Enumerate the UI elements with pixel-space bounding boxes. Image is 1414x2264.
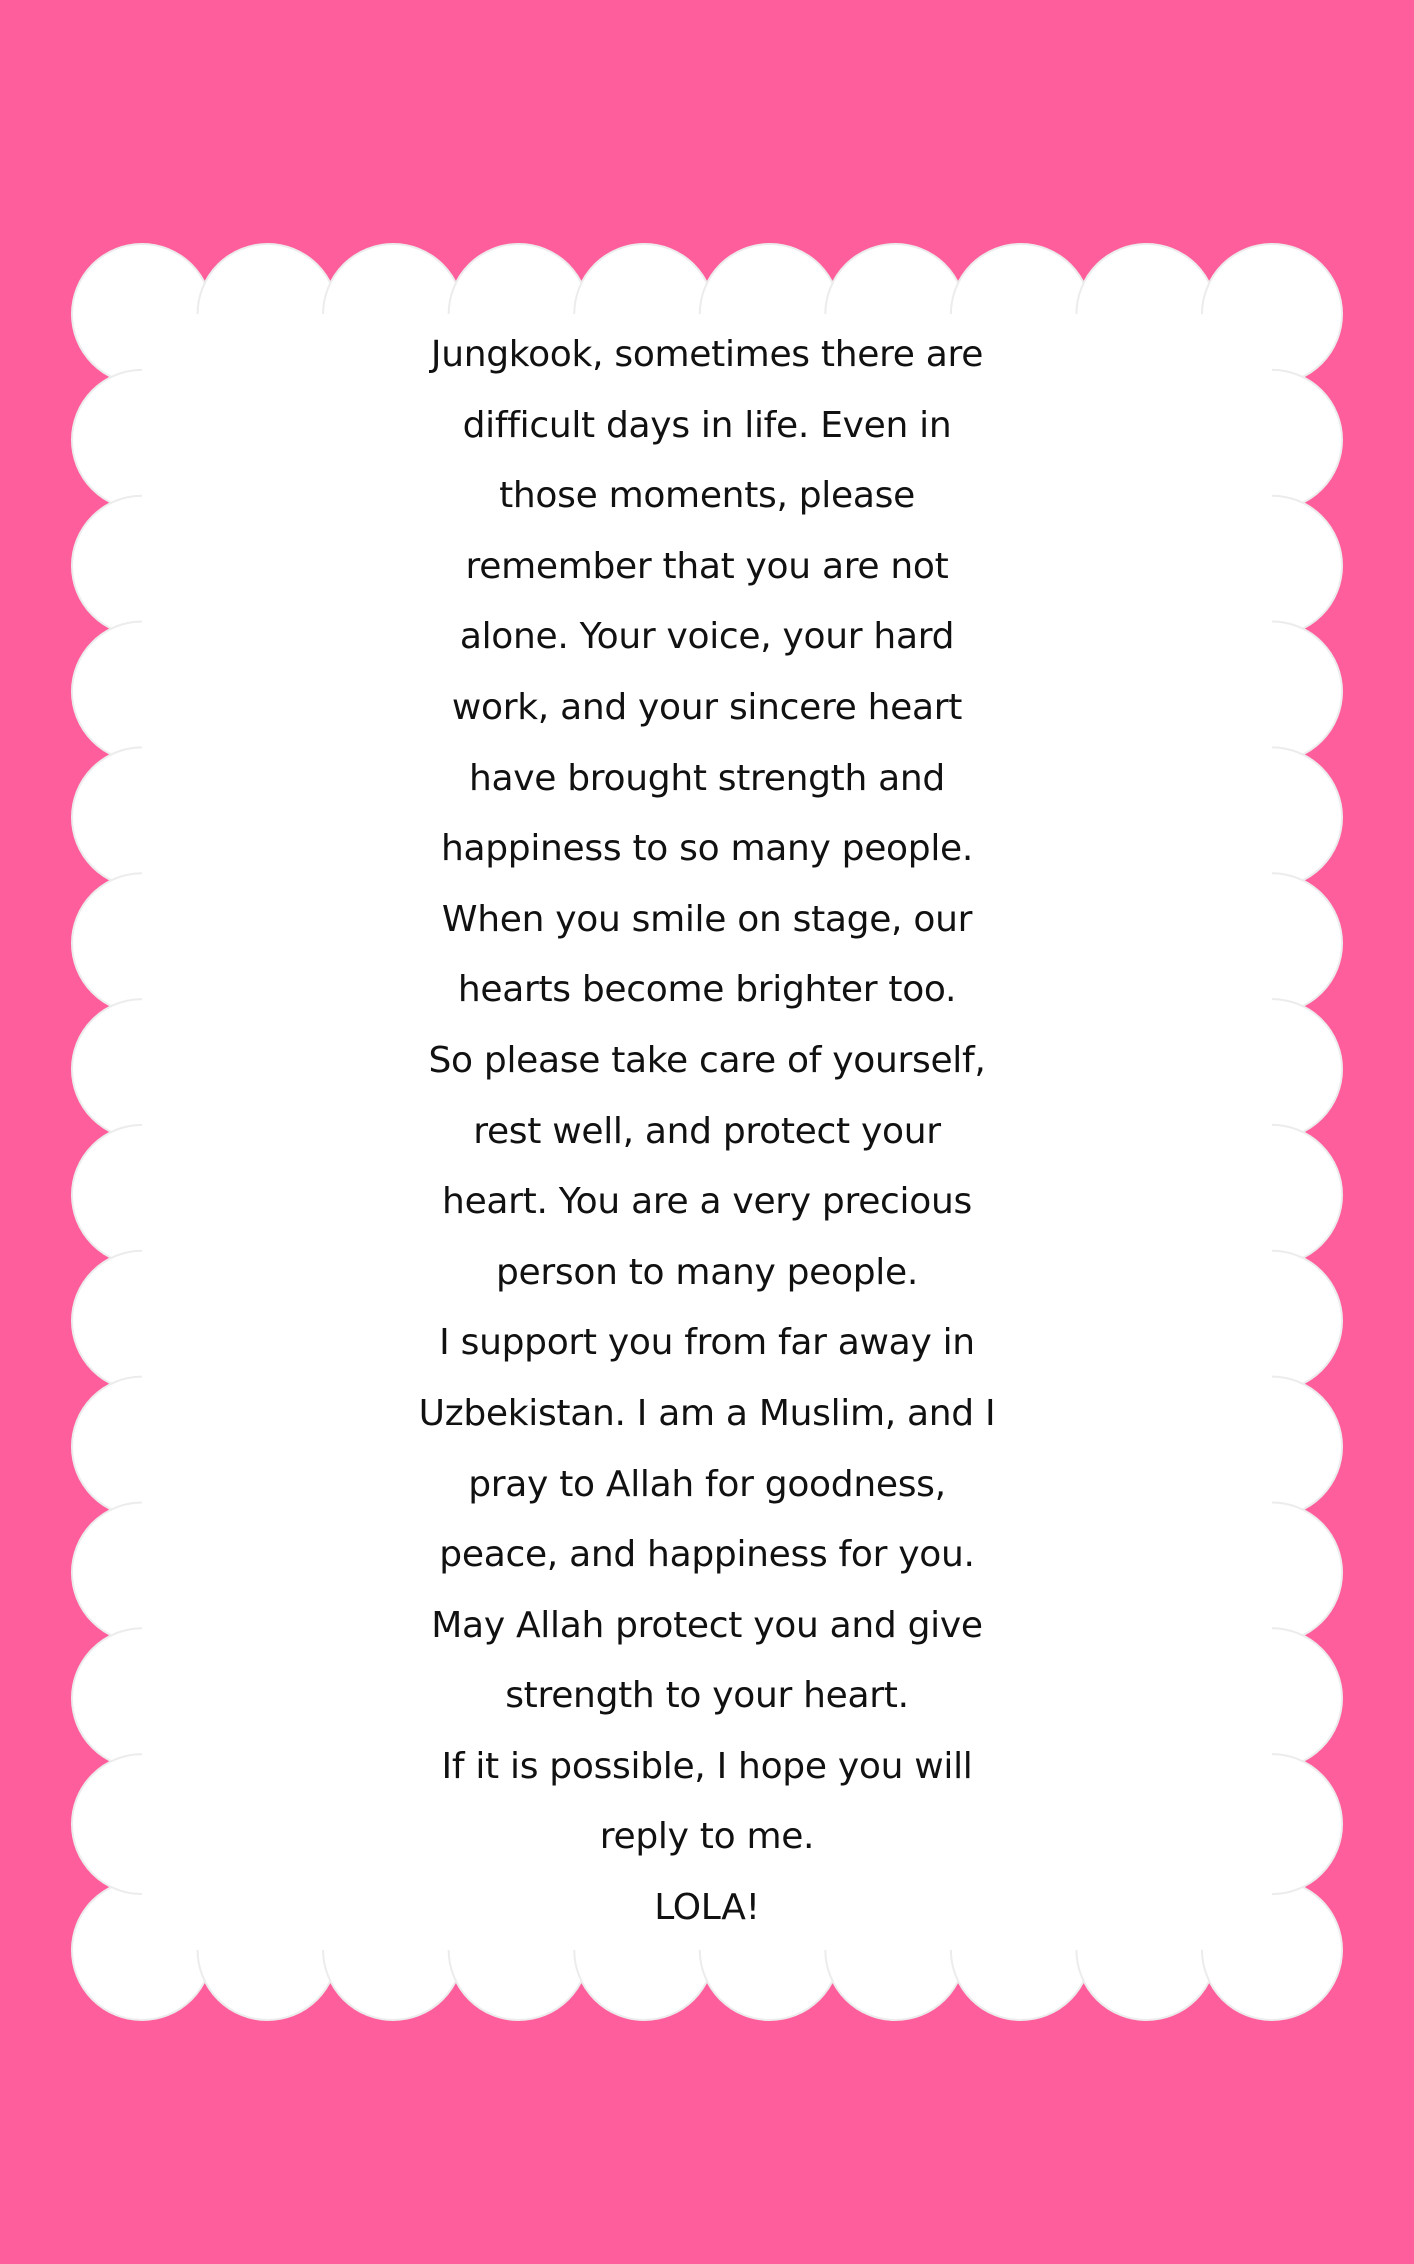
letter-text [380,320,1034,1944]
letter-line: LOLA! [654,1887,760,1929]
letter-line: If it is possible, I hope you will [441,1745,973,1787]
letter-line: have brought strength and [468,757,945,799]
letter-line: I support you from far away in [439,1322,975,1364]
letter-line: work, and your sincere heart [451,686,963,728]
letter-line: peace, and happiness for you. [439,1534,975,1576]
letter-line: strength to your heart. [505,1675,909,1717]
letter-line: those moments, please [499,475,915,517]
letter-line: Jungkook, sometimes there are [430,334,984,375]
letter-line: rest well, and protect your [473,1110,941,1152]
letter-line: heart. You are a very precious [442,1181,972,1223]
letter-line: pray to Allah for goodness, [468,1463,946,1505]
letter-line: So please take care of yourself, [428,1039,986,1081]
letter-line: remember that you are not [465,545,949,587]
letter-line: Uzbekistan. I am a Muslim, and I [418,1392,996,1434]
letter-line: When you smile on stage, our [441,898,973,940]
letter-line: person to many people. [496,1251,918,1293]
letter-line: difficult days in life. Even in [462,404,952,446]
letter-line: happiness to so many people. [440,828,974,870]
letter-line: reply to me. [599,1816,815,1858]
letter-line: alone. Your voice, your hard [459,616,955,658]
letter-line: May Allah protect you and give [431,1604,983,1646]
letter-line: hearts become brighter too. [457,969,957,1011]
